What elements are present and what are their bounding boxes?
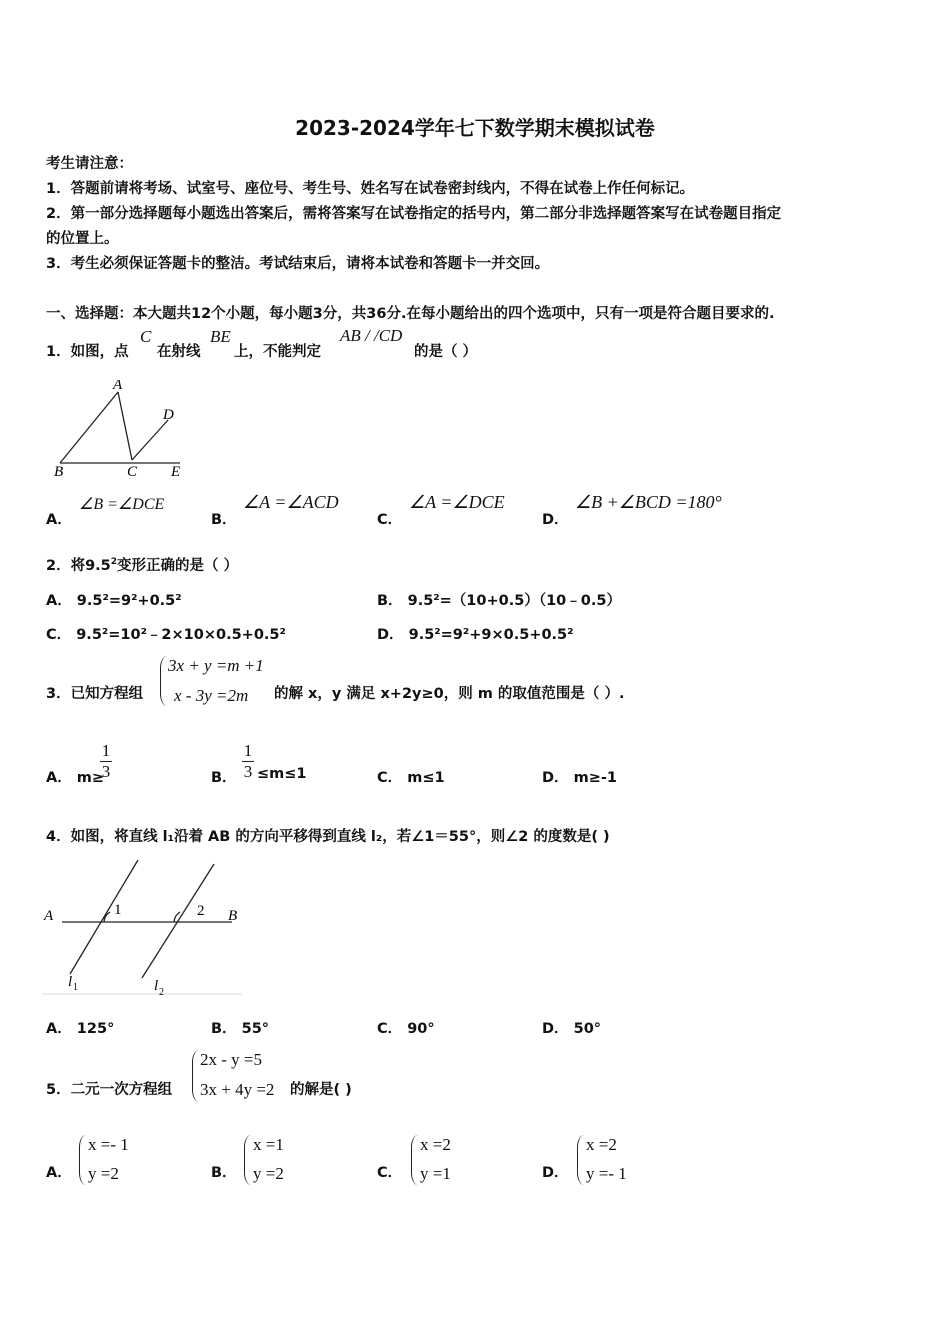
q5-option-c-brace — [411, 1135, 418, 1185]
q3-option-d-text: m≥-1 — [573, 770, 617, 786]
q5-option-a-line1: x =- 1 — [88, 1135, 129, 1154]
q5-option-a[interactable]: A． — [46, 1165, 72, 1181]
q4-fig-angle-1: 1 — [114, 902, 122, 918]
q2-option-d[interactable] — [377, 623, 574, 644]
q4-stem: 4．如图，将直线 l₁沿着 AB 的方向平移得到直线 l₂，若∠1＝55°，则∠2 的度数是( ) — [46, 829, 610, 845]
q1-option-d-math: ∠B +∠BCD =180° — [575, 492, 722, 512]
q4-option-d-letter: D． — [542, 1021, 569, 1037]
q1-stem-part2: 在射线 — [157, 344, 201, 360]
q2-option-a[interactable] — [46, 589, 182, 610]
q3-option-a-num: 1 — [101, 741, 111, 760]
q3-equation-1: 3x + y =m +1 — [168, 656, 264, 675]
q1-fig-label-b: B — [54, 464, 64, 480]
q2-stem: 2．将9.5 — [46, 558, 111, 574]
q4-fig-label-a: A — [44, 908, 54, 924]
q2-option-b-letter: B． — [377, 593, 403, 609]
q1-ray-be: BE — [210, 327, 231, 346]
q1-fig-label-c: C — [127, 464, 138, 480]
q4-fig-line-l1-sub: 1 — [73, 982, 78, 993]
q4-option-c[interactable] — [377, 1017, 435, 1038]
q4-option-a-text: 125° — [76, 1021, 115, 1037]
q2-option-c-letter: C． — [46, 627, 72, 643]
q3-option-b-post: ≤m≤1 — [257, 766, 307, 782]
q3-option-a-pre: m≥ — [76, 770, 105, 786]
q3-option-d-letter: D． — [542, 770, 569, 786]
q4-option-b-text: 55° — [241, 1021, 270, 1037]
q4-fig-line-l1: l — [68, 974, 73, 990]
q1-figure — [50, 380, 190, 482]
q2-option-a-text: 9.5²=9²+0.5² — [76, 593, 182, 609]
q4-fig-angle-2: 2 — [197, 903, 205, 919]
q1-option-d[interactable]: D． — [542, 512, 569, 528]
q3-brace — [160, 656, 167, 706]
q3-option-c[interactable] — [377, 766, 445, 787]
q2-option-d-text: 9.5²=9²+9×0.5+0.5² — [408, 627, 574, 643]
q5-stem-part1: 5．二元一次方程组 — [46, 1082, 173, 1098]
notice-item-3: 3．考生必须保证答题卡的整洁。考试结束后，请将本试卷和答题卡一并交回。 — [46, 256, 550, 272]
q3-stem-part1: 3．已知方程组 — [46, 686, 144, 702]
q1-option-b-math: ∠A =∠ACD — [243, 492, 339, 512]
q2-option-c-text: 9.5²=10²﹣2×10×0.5+0.5² — [76, 627, 286, 643]
q1-fig-label-e: E — [171, 464, 181, 480]
q1-fig-label-d: D — [163, 407, 174, 423]
q2-option-a-letter: A． — [46, 593, 72, 609]
q5-brace — [192, 1050, 199, 1102]
q5-option-d-line1: x =2 — [586, 1135, 617, 1154]
q1-fig-label-a: A — [113, 380, 123, 393]
q4-option-a[interactable] — [46, 1017, 114, 1038]
q3-option-b-fraction — [242, 741, 254, 782]
q1-stem-part1: 1．如图，点 — [46, 344, 129, 360]
q5-option-b-line1: x =1 — [253, 1135, 284, 1154]
q3-option-c-text: m≤1 — [407, 770, 445, 786]
q1-option-c[interactable]: C． — [377, 512, 403, 528]
q4-option-d-text: 50° — [573, 1021, 602, 1037]
q5-option-c[interactable]: C． — [377, 1165, 403, 1181]
q5-option-d-brace — [577, 1135, 584, 1185]
notice-item-2: 2．第一部分选择题每小题选出答案后，需将答案写在试卷指定的括号内，第二部分非选择题答案写在试卷题目指定 — [46, 206, 782, 222]
q5-option-d-line2: y =- 1 — [586, 1164, 627, 1183]
q5-option-a-brace — [79, 1135, 86, 1185]
q4-option-d[interactable] — [542, 1017, 601, 1038]
q2-stem-sup: 2 — [110, 557, 118, 568]
q1-option-c-math: ∠A =∠DCE — [409, 492, 505, 512]
q3-option-a-den: 3 — [101, 762, 111, 781]
q4-fig-line-l2-sub: 2 — [159, 987, 164, 998]
q5-option-c-line1: x =2 — [420, 1135, 451, 1154]
q1-point-c: C — [140, 327, 152, 346]
notice-item-2-cont: 的位置上。 — [46, 231, 119, 247]
page-title: 2023-2024学年七下数学期末模拟试卷 — [295, 116, 655, 140]
q3-option-b[interactable]: B． — [211, 770, 237, 786]
q1-stem-part4: 的是（ ） — [414, 344, 478, 360]
q5-option-b-line2: y =2 — [253, 1164, 284, 1183]
q2-stem-tail: 变形正确的是（ ） — [117, 558, 239, 574]
q4-figure — [42, 856, 247, 1001]
q4-option-c-letter: C． — [377, 1021, 403, 1037]
q3-stem-part2: 的解 x，y 满足 x+2y≥0，则 m 的取值范围是（ ）. — [274, 686, 625, 702]
q1-option-a[interactable]: A． — [46, 512, 72, 528]
q3-option-b-den: 3 — [243, 762, 253, 781]
q2-option-b[interactable] — [377, 589, 621, 610]
q4-fig-line-l2: l — [154, 978, 159, 994]
q3-equation-2: x - 3y =2m — [174, 686, 249, 705]
section-heading: 一、选择题：本大题共12个小题，每小题3分，共36分.在每小题给出的四个选项中，只有一项是符合题目要求的. — [46, 306, 775, 322]
q5-option-b-brace — [244, 1135, 251, 1185]
q3-option-b-num: 1 — [243, 741, 253, 760]
q4-fig-label-b: B — [228, 908, 238, 924]
q5-option-d[interactable]: D． — [542, 1165, 569, 1181]
q5-equation-2: 3x + 4y =2 — [200, 1080, 275, 1099]
q4-option-c-text: 90° — [407, 1021, 435, 1037]
q5-stem-part2: 的解是( ) — [290, 1082, 352, 1098]
q3-option-c-letter: C． — [377, 770, 403, 786]
q2-option-d-letter: D． — [377, 627, 404, 643]
q4-option-b[interactable] — [211, 1017, 269, 1038]
q4-option-b-letter: B． — [211, 1021, 237, 1037]
q2-option-b-text: 9.5²=（10+0.5）（10﹣0.5） — [407, 593, 621, 609]
q3-option-a[interactable] — [46, 766, 104, 787]
q5-option-b[interactable]: B． — [211, 1165, 237, 1181]
q3-option-a-fraction — [100, 741, 112, 782]
notice-item-1: 1．答题前请将考场、试室号、座位号、考生号、姓名写在试卷密封线内，不得在试卷上作任何标记。 — [46, 181, 695, 197]
q1-option-b[interactable]: B． — [211, 512, 237, 528]
q5-option-a-line2: y =2 — [88, 1164, 119, 1183]
q1-option-a-math: ∠B =∠DCE — [79, 496, 165, 513]
q4-option-a-letter: A． — [46, 1021, 72, 1037]
q5-equation-1: 2x - y =5 — [200, 1050, 262, 1069]
q3-option-d[interactable] — [542, 766, 617, 787]
q3-option-a-letter: A． — [46, 770, 72, 786]
q2-option-c[interactable] — [46, 623, 286, 644]
q5-option-c-line2: y =1 — [420, 1164, 451, 1183]
notice-heading: 考生请注意： — [46, 156, 133, 172]
q1-stem-part3: 上，不能判定 — [234, 344, 321, 360]
q1-parallel-expr: AB / /CD — [340, 326, 403, 345]
